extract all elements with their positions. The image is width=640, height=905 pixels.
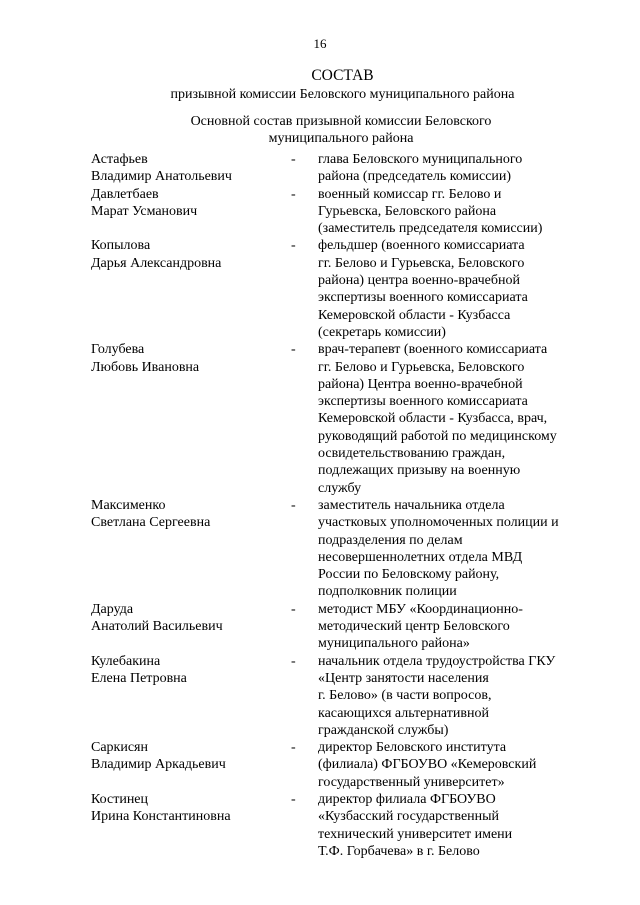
member-surname: Костинец <box>91 791 149 807</box>
member-row <box>91 151 601 186</box>
member-given: Любовь Ивановна <box>91 359 200 375</box>
member-role-line: подлежащих призыву на военную <box>318 463 521 479</box>
member-role-line: (филиала) ФГБОУВО «Кемеровский <box>318 757 537 773</box>
member-role-line: муниципального района» <box>318 636 470 652</box>
member-role-line: государственный университет» <box>318 774 505 790</box>
member-role <box>318 341 601 497</box>
member-name <box>91 601 291 653</box>
member-role-line: Кемеровской области - Кузбасса, врач, <box>318 411 548 427</box>
member-role-line: глава Беловского муниципального <box>318 152 523 167</box>
separator-dash: - <box>291 740 296 756</box>
member-role-line: Кемеровской области - Кузбасса <box>318 307 511 323</box>
member-given: Дарья Александровна <box>91 255 222 271</box>
member-role-line: начальник отдела трудоустройства ГКУ <box>318 653 556 669</box>
member-row <box>91 601 601 653</box>
member-role-line: директор Беловского института <box>318 740 507 756</box>
member-given: Анатолий Васильевич <box>91 619 223 635</box>
member-role <box>318 186 601 238</box>
member-role <box>318 497 601 601</box>
member-given: Ирина Константиновна <box>91 809 231 825</box>
member-role <box>318 601 601 653</box>
member-row <box>91 739 601 791</box>
member-role <box>318 791 601 860</box>
member-role-line: района (председатель комиссии) <box>318 169 512 185</box>
member-role <box>318 237 601 341</box>
member-role-line: экспертизы военного комиссариата <box>318 394 528 410</box>
member-row <box>91 497 601 601</box>
member-role-line: службу <box>318 480 362 496</box>
member-row <box>91 186 601 238</box>
separator-dash: - <box>291 497 296 513</box>
member-surname: Голубева <box>91 342 145 358</box>
member-name <box>91 739 291 791</box>
member-name <box>91 186 291 238</box>
member-role-line: района) центра военно-врачебной <box>318 273 520 289</box>
document-title: СОСТАВ <box>311 67 374 84</box>
member-role-line: несовершеннолетних отдела МВД <box>318 549 523 565</box>
member-role-line: «Центр занятости населения <box>318 670 489 686</box>
member-given: Владимир Аркадьевич <box>91 757 226 773</box>
page-number: 16 <box>313 36 327 51</box>
member-role <box>318 653 601 739</box>
member-role-line: технический университет имени <box>318 826 513 842</box>
member-surname: Копылова <box>91 238 151 254</box>
member-role <box>318 739 601 791</box>
member-given: Светлана Сергеевна <box>91 515 211 531</box>
member-role-line: подразделения по делам <box>318 532 463 548</box>
member-role-line: экспертизы военного комиссариата <box>318 290 528 306</box>
separator-dash: - <box>291 342 296 358</box>
member-role-line: участковых уполномоченных полиции и <box>318 515 559 531</box>
member-role-line: военный комиссар гг. Белово и <box>318 186 502 202</box>
member-name <box>91 497 291 601</box>
member-role-line: района) Центра военно-врачебной <box>318 376 523 392</box>
member-role-line: гражданской службы) <box>318 722 449 738</box>
member-role-line: подполковник полиции <box>318 584 457 600</box>
member-surname: Саркисян <box>91 740 148 756</box>
member-name <box>91 237 291 341</box>
member-given: Марат Усманович <box>91 203 198 219</box>
member-role-line: врач-терапевт (военного комиссариата <box>318 342 548 358</box>
member-name <box>91 151 291 186</box>
member-given: Елена Петровна <box>91 670 187 686</box>
member-surname: Давлетбаев <box>91 186 159 202</box>
separator-dash: - <box>291 186 296 202</box>
member-role-line: касающихся альтернативной <box>318 705 489 721</box>
member-role-line: Т.Ф. Горбачева» в г. Белово <box>318 843 480 859</box>
member-row <box>91 653 601 739</box>
separator-dash: - <box>291 152 296 167</box>
separator-dash: - <box>291 238 296 254</box>
member-role-line: (заместитель председателя комиссии) <box>318 221 543 237</box>
separator-dash: - <box>291 791 296 807</box>
member-role-line: освидетельствованию граждан, <box>318 446 506 462</box>
separator-dash: - <box>291 601 296 617</box>
member-name <box>91 341 291 497</box>
member-surname: Даруда <box>91 601 134 617</box>
member-role-line: России по Беловскому району, <box>318 567 500 583</box>
member-role-line: методический центр Беловского <box>318 619 510 635</box>
member-role-line: Гурьевска, Беловского района <box>318 203 497 219</box>
section-title-line: муниципального района <box>268 131 414 146</box>
member-given: Владимир Анатольевич <box>91 169 232 185</box>
member-role-line: гг. Белово и Гурьевска, Беловского <box>318 359 525 375</box>
member-row <box>91 237 601 341</box>
member-surname: Максименко <box>91 497 166 513</box>
section-title-line: Основной состав призывной комиссии Беловского <box>190 114 492 129</box>
member-surname: Кулебакина <box>91 653 161 669</box>
member-role-line: (секретарь комиссии) <box>318 324 446 340</box>
member-role-line: методист МБУ «Координационно- <box>318 601 523 617</box>
member-surname: Астафьев <box>91 152 148 167</box>
member-name <box>91 653 291 739</box>
member-role-line: руководящий работой по медицинскому <box>318 428 557 444</box>
member-role-line: директор филиала ФГБОУВО <box>318 791 496 807</box>
member-role <box>318 151 601 186</box>
member-role-line: фельдшер (военного комиссариата <box>318 238 525 254</box>
separator-dash: - <box>291 653 296 669</box>
member-role-line: заместитель начальника отдела <box>318 497 505 513</box>
member-row <box>91 791 601 860</box>
member-list <box>91 151 601 860</box>
document-subtitle: призывной комиссии Беловского муниципального района <box>170 87 515 102</box>
member-name <box>91 791 291 860</box>
member-role-line: г. Белово» (в части вопросов, <box>318 688 492 704</box>
member-role-line: гг. Белово и Гурьевска, Беловского <box>318 255 525 271</box>
member-role-line: «Кузбасский государственный <box>318 809 500 825</box>
member-row <box>91 341 601 497</box>
section-title <box>181 113 501 147</box>
